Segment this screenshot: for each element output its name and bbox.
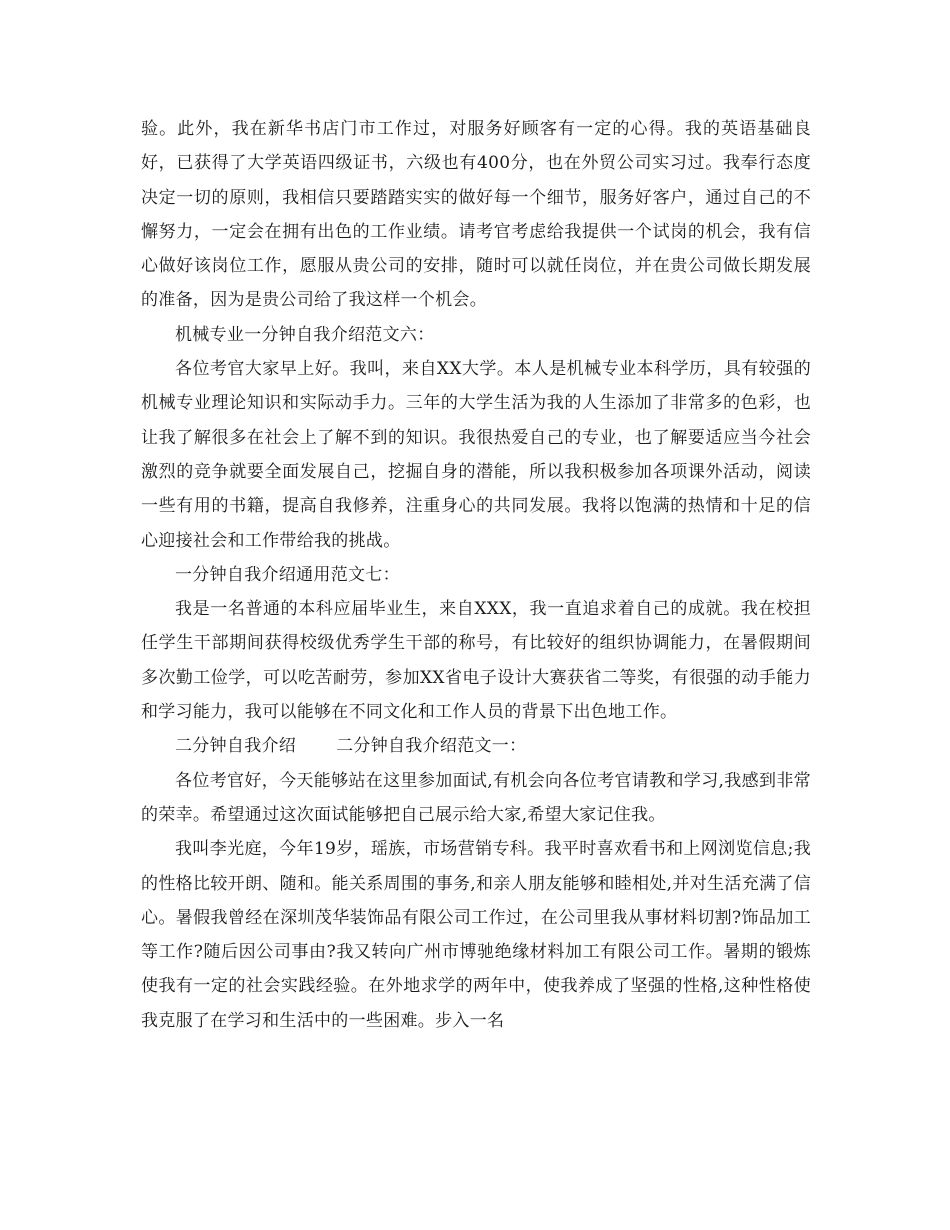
section-heading: 机械专业一分钟自我介绍范文六： [175,324,435,345]
paragraph: 验。此外，我在新华书店门市工作过，对服务好顾客有一定的心得。我的英语基础良好，已获得了大学英语四级证书，六级也有400分，也在外贸公司实习过。我奉行态度决定一切的原则，我相信只要踏踏实实的做好每一个细节，服务好客户，通过自己的不懈努力，一定会在拥有出色的工作业绩。请考官考虑给我提供一个试岗的机会，我有信心做好该岗位工作，愿服从贵公司的安排，随时可以就任岗位，并在贵公司做长期发展的准备，因为是贵公司给了我这样一个机会。 [141,119,811,311]
document-body [141,112,811,1038]
section-heading: 一分钟自我介绍通用范文七： [175,564,400,585]
paragraph: 各位考官大家早上好。我叫，来自XX大学。本人是机械专业本科学历，具有较强的机械专业理论知识和实际动手力。三年的大学生活为我的人生添加了非常多的色彩，也让我了解很多在社会上了解不到的知识。我很热爱自己的专业，也了解要适应当今社会激烈的竞争就要全面发展自己，挖掘自身的潜能，所以我积极参加各项课外活动，阅读一些有用的书籍，提高自我修养，注重身心的共同发展。我将以饱满的热情和十足的信心迎接社会和工作带给我的挑战。 [141,359,811,551]
section-heading-row [141,729,811,763]
section-heading: 二分钟自我介绍范文一： [336,736,527,757]
paragraph: 我叫李光庭，今年19岁，瑶族，市场营销专科。我平时喜欢看书和上网浏览信息;我的性格比较开朗、随和。能关系周围的事务,和亲人朋友能够和睦相处,并对生活充满了信心。暑假我曾经在深圳茂华装饰品有限公司工作过，在公司里我从事材料切割?饰品加工等工作?随后因公司事由?我又转向广州市博驰绝缘材料加工有限公司工作。暑期的锻炼使我有一定的社会实践经验。在外地求学的两年中，使我养成了坚强的性格,这种性格使我克服了在学习和生活中的一些困难。步入一名 [141,839,811,1031]
chapter-heading: 二分钟自我介绍 [175,736,297,757]
paragraph: 我是一名普通的本科应届毕业生，来自XXX，我一直追求着自己的成就。我在校担任学生干部期间获得校级优秀学生干部的称号，有比较好的组织协调能力，在暑假期间多次勤工俭学，可以吃苦耐劳，参加XX省电子设计大赛获省二等奖，有很强的动手能力和学习能力，我可以能够在不同文化和工作人员的背景下出色地工作。 [141,599,811,723]
paragraph: 各位考官好，今天能够站在这里参加面试,有机会向各位考官请教和学习,我感到非常的荣幸。希望通过这次面试能够把自己展示给大家,希望大家记住我。 [141,770,811,825]
